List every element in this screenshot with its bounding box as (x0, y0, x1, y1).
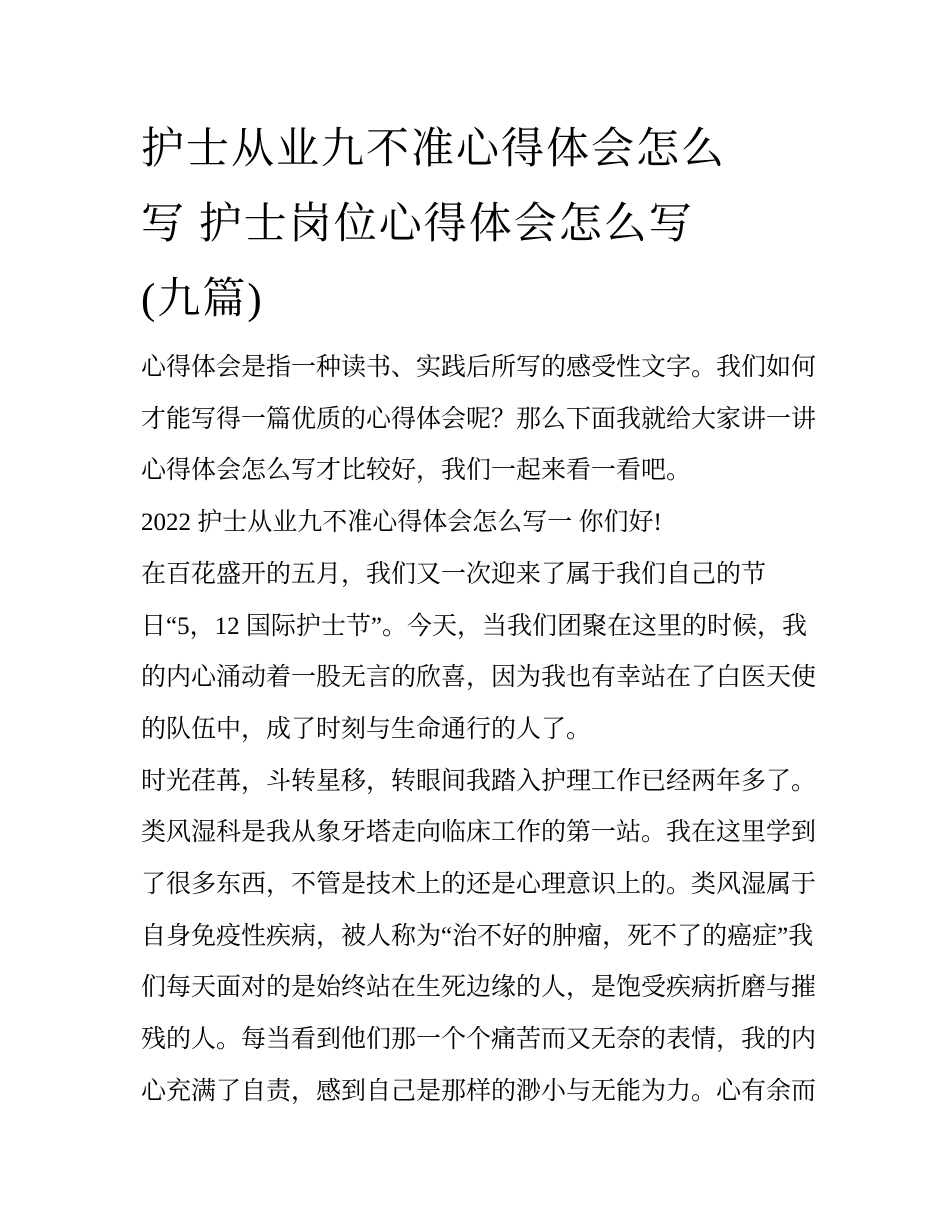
title-line: (九篇) (141, 276, 264, 323)
body-line: 时光荏苒，斗转星移，转眼间我踏入护理工作已经两年多了。 (141, 767, 817, 795)
document-body (141, 342, 831, 1118)
body-line: 自身免疫性疾病，被人称为“治不好的肿瘤，死不了的癌症”我 (141, 922, 814, 950)
body-line: 的队伍中，成了时刻与生命通行的人了。 (141, 715, 592, 743)
body-line: 了很多东西，不管是技术上的还是心理意识上的。类风湿属于 (141, 871, 817, 899)
body-line: 2022 护士从业九不准心得体会怎么写一 你们好! (141, 509, 662, 537)
document-title (141, 112, 841, 337)
body-line: 才能写得一篇优质的心得体会呢？那么下面我就给大家讲一讲 (141, 405, 817, 433)
body-line: 残的人。每当看到他们那一个个痛苦而又无奈的表情，我的内 (141, 1026, 817, 1054)
body-line: 日“5，12 国际护士节”。今天，当我们团聚在这里的时候，我 (141, 612, 807, 640)
body-line: 的内心涌动着一股无言的欣喜，因为我也有幸站在了白医天使 (141, 664, 817, 692)
body-line: 在百花盛开的五月，我们又一次迎来了属于我们自己的节 (141, 560, 767, 588)
body-line: 心得体会是指一种读书、实践后所写的感受性文字。我们如何 (141, 354, 817, 381)
title-line: 护士从业九不准心得体会怎么 (141, 126, 726, 173)
title-line: 写 护士岗位心得体会怎么写 (141, 201, 694, 248)
body-line: 心充满了自责，感到自己是那样的渺小与无能为力。心有余而 (141, 1077, 817, 1105)
body-line: 们每天面对的是始终站在生死边缘的人，是饱受疾病折磨与摧 (141, 974, 817, 1002)
body-line: 心得体会怎么写才比较好，我们一起来看一看吧。 (141, 457, 692, 485)
body-line: 类风湿科是我从象牙塔走向临床工作的第一站。我在这里学到 (141, 819, 817, 847)
